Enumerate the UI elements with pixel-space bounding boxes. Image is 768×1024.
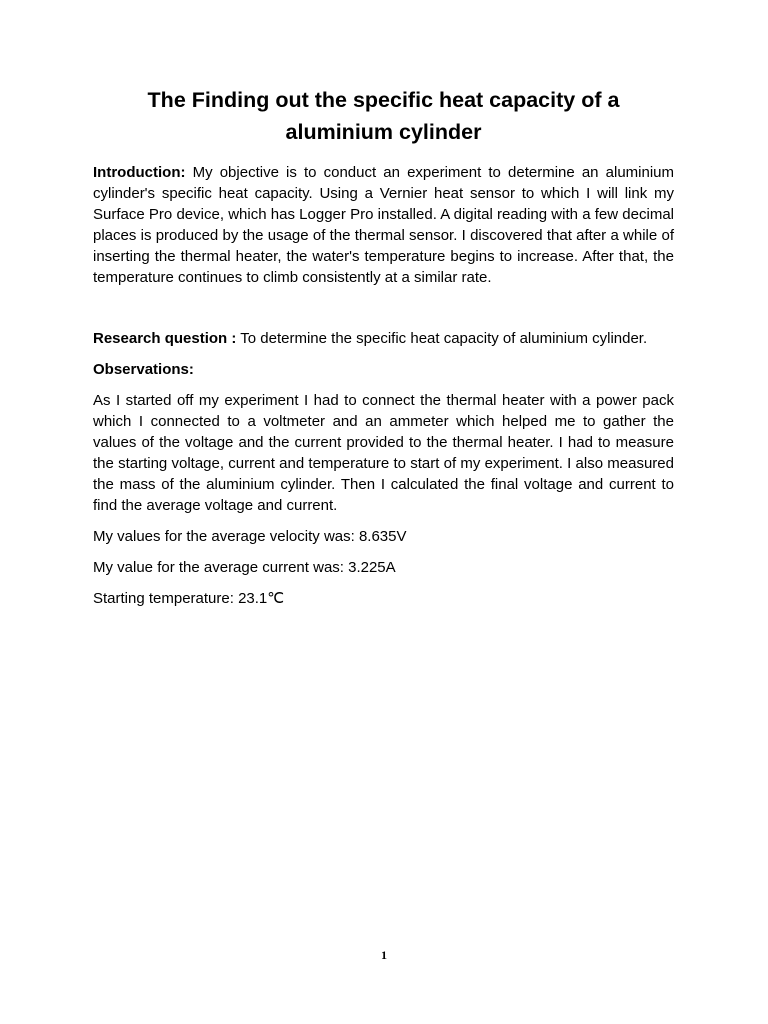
research-question-text: To determine the specific heat capacity of aluminium cylinder. [236, 330, 648, 347]
average-voltage-line: My values for the average velocity was: 8.635V [93, 528, 407, 545]
introduction-label: Introduction: [93, 164, 186, 181]
introduction-paragraph [93, 162, 674, 288]
page-number: 1 [381, 948, 387, 962]
observations-heading: Observations: [93, 361, 194, 378]
starting-temperature-line: Starting temperature: 23.1℃ [93, 590, 285, 607]
research-question-label: Research question : [93, 330, 237, 347]
research-question-paragraph [93, 328, 674, 349]
page-title: The Finding out the specific heat capacity of a aluminium cylinder [147, 88, 620, 144]
observations-paragraph: As I started off my experiment I had to connect the thermal heater with a power pack which I connected to a voltmeter and an ammeter which helped me to gather the values of the voltage and the current provided to the thermal heater. I had to measure the starting voltage, current and temperature to start of my experiment. I also measured the mass of the aluminium cylinder. Then I calculated the final voltage and current to find the average voltage and current. [93, 392, 674, 514]
average-current-line: My value for the average current was: 3.225A [93, 559, 396, 576]
introduction-text: My objective is to conduct an experiment to determine an aluminium cylinder's specific heat capacity. Using a Vernier heat sensor to which I will link my Surface Pro device, which has Logger Pro installed. A digital reading with a few decimal places is produced by the usage of the thermal sensor. I discovered that after a while of inserting the thermal heater, the water's temperature begins to increase. After that, the temperature continues to climb consistently at a similar rate. [93, 164, 674, 286]
